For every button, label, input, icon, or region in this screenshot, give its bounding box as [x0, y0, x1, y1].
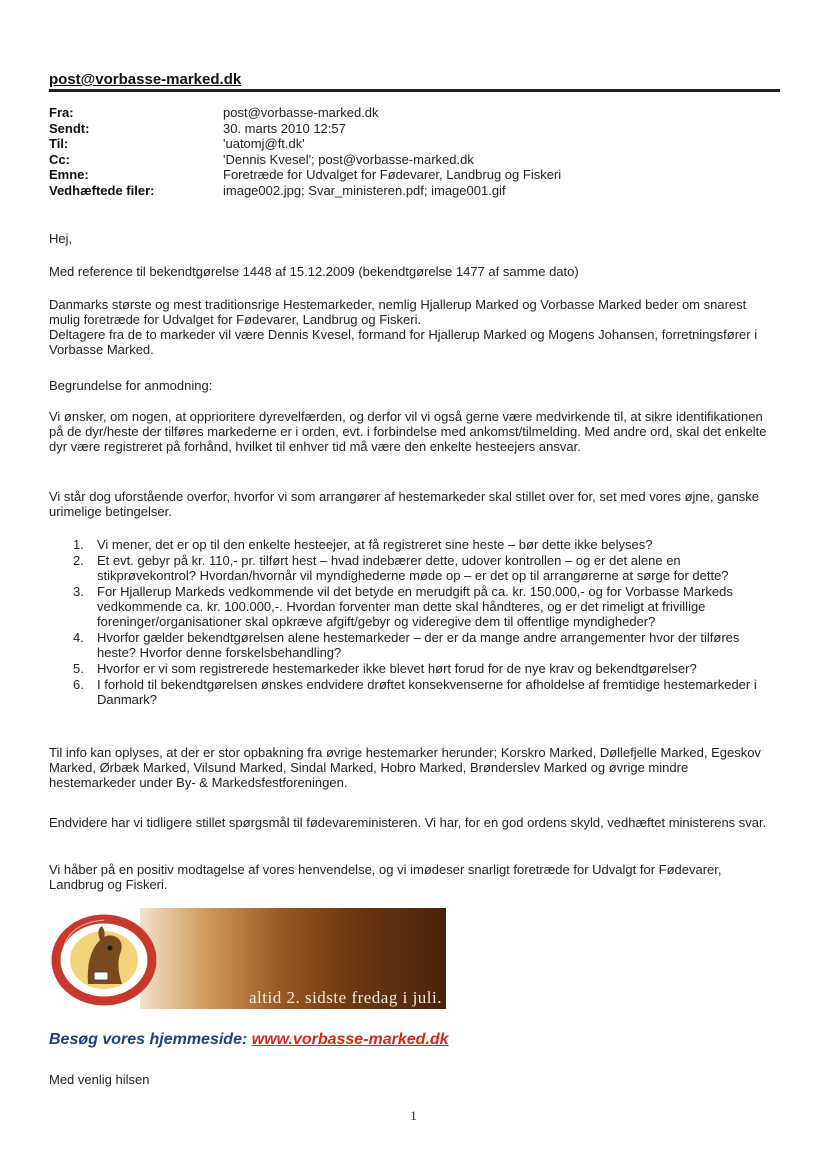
visit-label: Besøg vores hjemmeside: — [49, 1031, 248, 1048]
header-label: Fra: — [49, 105, 74, 120]
intro-paragraph: Danmarks største og mest traditionsrige Hestemarkeder, nemlig Hjallerup Marked og Vorbasse Marked beder om snarest mulig foretræde for Udvalget for Fødevarer, Landbrug og Fiskeri. — [49, 297, 747, 327]
list-item — [49, 584, 774, 629]
list-number: 5. — [73, 661, 84, 676]
list-number: 4. — [73, 630, 84, 645]
banner-strip — [140, 908, 446, 1009]
header-value: post@vorbasse-marked.dk — [223, 105, 379, 120]
conditions-paragraph: Vi står dog uforstående overfor, hvorfor vi som arrangører af hestemarkeder skal stillet over for, set med vores øjne, ganske urimelige betingelser. — [49, 489, 760, 519]
reason-heading: Begrundelse for anmodning: — [49, 378, 213, 393]
header-value: image002.jpg; Svar_ministeren.pdf; image001.gif — [223, 182, 506, 198]
list-text: Hvorfor gælder bekendtgørelsen alene hestemarkeder – der er da mange andre arrangementer hvor der tilføres heste? Hvorfor denne forskelsbehandling? — [97, 630, 740, 660]
header-row-attachments — [49, 183, 561, 199]
list-item — [49, 630, 774, 660]
list-item — [49, 553, 774, 583]
list-text: For Hjallerup Markeds vedkommende vil det betyde en merudgift på ca. kr. 150.000,- og for Vorbasse Markeds vedkommende ca. kr. 100.000,-. Hvordan forventer man dette skal håndteres, og er det rimeligt at frivillige foreninger/organisationer skal opkræve afgift/gebyr og videregive dem til offentlige myndigheder? — [97, 584, 733, 629]
banner-slogan: altid 2. sidste fredag i juli. — [249, 988, 442, 1007]
header-value: 'uatomj@ft.dk' — [223, 136, 305, 151]
vorbasse-banner — [48, 908, 446, 1009]
list-item — [49, 661, 774, 676]
header-row-sent — [49, 121, 561, 137]
list-text: I forhold til bekendtgørelsen ønskes endvidere drøftet konsekvenserne for afholdelse af fremtidige hestemarkeder i Danmark? — [97, 677, 757, 707]
header-row-to — [49, 136, 561, 152]
greeting: Hej, — [49, 231, 73, 246]
header-row-subject — [49, 167, 561, 183]
question-list — [49, 537, 774, 708]
list-number: 1. — [73, 537, 84, 552]
participants-paragraph: Deltagere fra de to markeder vil være Dennis Kvesel, formand for Hjallerup Marked og Mogens Johansen, forretningsfører i Vorbasse Marked. — [49, 327, 758, 357]
email-header-table — [49, 105, 561, 198]
header-row-from — [49, 105, 561, 121]
header-value: 'Dennis Kvesel'; post@vorbasse-marked.dk — [223, 151, 474, 167]
website-link[interactable]: www.vorbasse-marked.dk — [251, 1031, 449, 1048]
list-item — [49, 537, 774, 552]
header-label: Cc: — [49, 151, 70, 167]
intro-block — [49, 297, 774, 357]
reason-paragraph: Vi ønsker, om nogen, at opprioritere dyrevelfærden, og derfor vil vi også gerne være medvirkende til, at sikre identifikationen på de dyr/heste der tilføres markederne er i orden, evt. i forbindelse med ankomst/tilmelding. Med andre ord, skal det enkelte dyr være registreret på forhånd, hvilket til enhver tid må være den enkelte hesteejers ansvar. — [49, 409, 767, 454]
list-text: Hvorfor er vi som registrerede hestemarkeder ikke blevet hørt forud for de nye krav og bekendtgørelser? — [97, 661, 697, 676]
page-number: 1 — [410, 1108, 417, 1123]
reference-paragraph: Med reference til bekendtgørelse 1448 af 15.12.2009 (bekendtgørelse 1477 af samme dato) — [49, 264, 579, 279]
header-value: 30. marts 2010 12:57 — [223, 120, 346, 136]
list-item — [49, 677, 774, 707]
list-text: Vi mener, det er op til den enkelte hesteejer, at få registreret sine heste – bør dette ikke belyses? — [97, 537, 653, 552]
header-label: Emne: — [49, 167, 89, 182]
header-row-cc — [49, 152, 561, 168]
header-label: Sendt: — [49, 120, 90, 136]
header-value: Foretræde for Udvalget for Fødevarer, Landbrug og Fiskeri — [223, 167, 562, 182]
hope-paragraph: Vi håber på en positiv modtagelse af vores henvendelse, og vi imødeser snarligt foretræde for Udvalgt for Fødevarer, Landbrug og Fiskeri. — [49, 862, 722, 892]
header-label: Vedhæftede filer: — [49, 182, 155, 198]
support-paragraph: Til info kan oplyses, at der er stor opbakning fra øvrige hestemarker herunder; Korskro Marked, Døllefjelle Marked, Egeskov Marked, Ørbæk Marked, Vilsund Marked, Sindal Marked, Hobro Marked, Brønderslev Marked og øvrige mindre hestemarkeder under By- & Markedsfestforeningen. — [49, 745, 761, 790]
sender-title: post@vorbasse-marked.dk — [49, 71, 242, 88]
header-label: Til: — [49, 136, 69, 151]
list-number: 2. — [73, 553, 84, 568]
previous-question-paragraph: Endvidere har vi tidligere stillet spørgsmål til fødevareministeren. Vi har, for en god ordens skyld, vedhæftet ministerens svar. — [49, 815, 767, 830]
website-line — [49, 1032, 449, 1047]
list-number: 3. — [73, 584, 84, 599]
closing-line: Med venlig hilsen — [49, 1072, 150, 1087]
header-divider — [49, 89, 780, 92]
list-number: 6. — [73, 677, 84, 692]
list-text: Et evt. gebyr på kr. 110,- pr. tilført hest – hvad indebærer dette, udover kontrollen – og er det alene en stikprøvekontrol? Hvordan/hvornår vil myndighederne møde op – er det op til arrangørerne at sørge for dette? — [97, 553, 729, 583]
vorbasse-marked-logo-icon — [48, 914, 160, 1006]
